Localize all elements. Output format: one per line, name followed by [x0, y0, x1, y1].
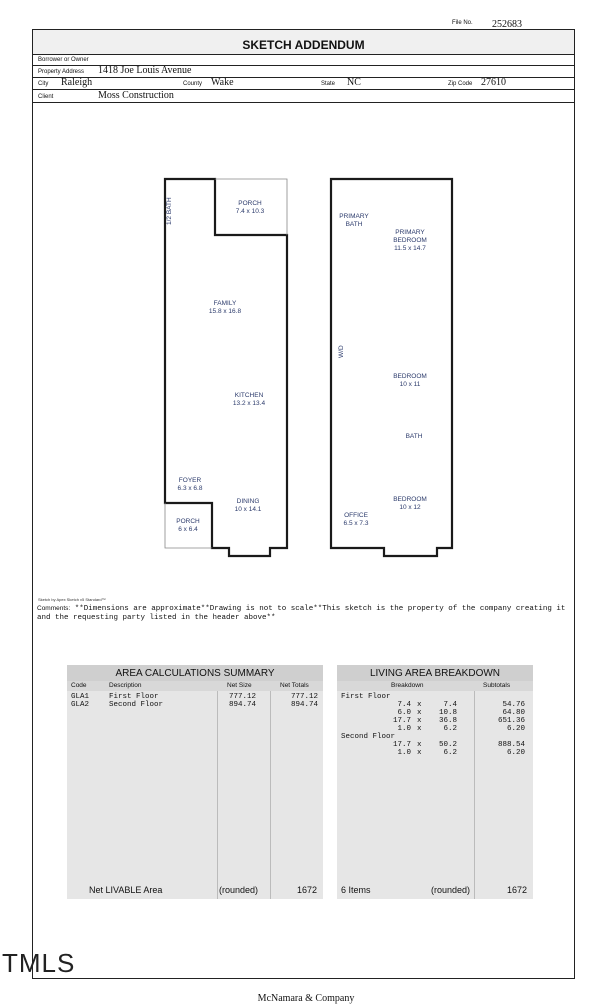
zip-label: Zip Code: [448, 81, 473, 87]
breakdown-cell: 10.8: [438, 709, 457, 717]
net-livable-value: 1672: [297, 885, 318, 895]
kitchen-name: KITCHEN: [234, 392, 264, 399]
comments-line1: **Dimensions are approximate**Drawing is not to scale**This sketch is the property of the company creating it: [74, 605, 566, 613]
porch-top-dim: 7.4 x 10.3: [235, 208, 265, 215]
city-label: City: [38, 81, 49, 87]
primary-bedroom-line1: PRIMARY: [395, 229, 425, 236]
sketch-credit: Sketch by Apex Sketch v5 Standard™: [38, 597, 106, 602]
net-livable-rounded: (rounded): [219, 885, 259, 895]
breakdown-cell: x: [417, 749, 422, 757]
primary-bedroom-room: [386, 229, 434, 253]
breakdown-cell: 6.2: [443, 725, 457, 733]
row-gla1-desc: First Floor: [109, 693, 159, 701]
porch-top-name: PORCH: [238, 200, 262, 207]
file-no-value: 252683: [492, 19, 522, 30]
porch-bottom-name: PORCH: [176, 518, 200, 525]
file-no-label: File No.: [452, 20, 473, 26]
bedroom2-room: [388, 496, 432, 512]
breakdown-cell: x: [417, 741, 422, 749]
living-breakdown-panel: [337, 665, 533, 899]
col-description: Description: [109, 682, 142, 689]
porch-top-room: [226, 200, 274, 216]
breakdown-cell: x: [417, 701, 422, 709]
city-value: Raleigh: [61, 77, 93, 88]
bedroom1-dim: 10 x 11: [399, 381, 421, 388]
comments-label: Comments:: [37, 605, 71, 612]
col-net-size: Net Size: [227, 682, 252, 689]
divider: [270, 691, 271, 899]
bedroom1-name: BEDROOM: [393, 373, 427, 380]
bedroom1-room: [388, 373, 432, 389]
area-summary-panel: [67, 665, 323, 899]
foyer-room: [168, 477, 212, 493]
breakdown-cell: 6.0: [397, 709, 411, 717]
breakdown-cell: x: [417, 717, 422, 725]
breakdown-cell: 36.8: [438, 717, 457, 725]
col-breakdown: Breakdown: [391, 682, 424, 689]
breakdown-cell: 7.4: [397, 701, 411, 709]
row-gla1-code: GLA1: [71, 693, 90, 701]
foyer-name: FOYER: [178, 477, 202, 484]
bath-label: BATH: [405, 433, 423, 440]
property-value: 1418 Joe Louis Avenue: [98, 65, 192, 76]
section-second-floor: Second Floor: [341, 733, 396, 741]
net-livable-label: Net LIVABLE Area: [89, 885, 163, 895]
office-room: [336, 512, 376, 528]
family-dim: 15.8 x 16.8: [208, 308, 242, 315]
area-summary-title: AREA CALCULATIONS SUMMARY: [115, 668, 275, 679]
county-value: Wake: [211, 77, 234, 88]
client-value: Moss Construction: [98, 90, 174, 101]
porch-bottom-room: [168, 518, 208, 534]
living-breakdown-title: LIVING AREA BREAKDOWN: [369, 668, 501, 679]
breakdown-subtotal: 64.80: [502, 709, 525, 717]
county-label: County: [183, 81, 203, 87]
primary-bath-line2: BATH: [345, 221, 363, 228]
tmls-logo: TMLS: [2, 948, 76, 978]
row-gla1-total: 777.12: [291, 693, 319, 701]
property-label: Property Address: [38, 69, 85, 75]
dining-dim: 10 x 14.1: [234, 506, 262, 513]
borrower-label: Borrower or Owner: [38, 57, 89, 63]
kitchen-dim: 13.2 x 13.4: [232, 400, 266, 407]
porch-bottom-dim: 6 x 6.4: [178, 526, 198, 533]
dining-name: DINING: [236, 498, 260, 505]
bedroom2-dim: 10 x 12: [399, 504, 421, 511]
page-title: SKETCH ADDENDUM: [242, 38, 365, 52]
breakdown-cell: 7.4: [443, 701, 457, 709]
breakdown-subtotal: 6.20: [506, 749, 525, 757]
bedroom2-name: BEDROOM: [393, 496, 427, 503]
office-name: OFFICE: [344, 512, 368, 519]
breakdown-cell: 50.2: [438, 741, 457, 749]
breakdown-subtotal: 651.36: [497, 717, 525, 725]
items-count: 6 Items: [341, 885, 371, 895]
col-net-totals: Net Totals: [280, 682, 309, 689]
foyer-dim: 6.3 x 6.8: [177, 485, 203, 492]
breakdown-cell: 6.2: [443, 749, 457, 757]
office-dim: 6.5 x 7.3: [343, 520, 369, 527]
row-gla2-desc: Second Floor: [109, 701, 164, 709]
col-code: Code: [71, 682, 87, 689]
state-label: State: [321, 81, 336, 87]
kitchen-room: [222, 392, 276, 408]
breakdown-cell: 17.7: [392, 717, 411, 725]
breakdown-cell: 17.7: [392, 741, 411, 749]
divider: [217, 691, 218, 899]
client-label: Client: [38, 94, 54, 100]
breakdown-subtotal: 54.76: [502, 701, 525, 709]
breakdown-subtotal: 888.54: [497, 741, 525, 749]
row-gla2-total: 894.74: [291, 701, 319, 709]
section-first-floor: First Floor: [341, 693, 391, 701]
primary-bath-room: [334, 213, 374, 229]
breakdown-subtotal: 6.20: [506, 725, 525, 733]
row-gla1-size: 777.12: [229, 693, 257, 701]
col-subtotals: Subtotals: [483, 682, 511, 689]
divider: [474, 691, 475, 899]
breakdown-total: 1672: [507, 885, 528, 895]
comments: [37, 605, 577, 613]
row-gla2-code: GLA2: [71, 701, 90, 709]
family-room: [195, 300, 255, 316]
primary-bedroom-dim: 11.5 x 14.7: [394, 245, 426, 252]
row-gla2-size: 894.74: [229, 701, 257, 709]
primary-bath-line1: PRIMARY: [339, 213, 369, 220]
breakdown-cell: x: [417, 709, 422, 717]
dining-room: [225, 498, 271, 514]
primary-bedroom-line2: BEDROOM: [393, 237, 427, 244]
comments-line2: and the requesting party listed in the header above**: [37, 614, 276, 622]
breakdown-cell: x: [417, 725, 422, 733]
half-bath-label: 1/2 BATH: [166, 197, 173, 225]
breakdown-cell: 1.0: [397, 725, 411, 733]
zip-value: 27610: [481, 77, 506, 88]
wd-label: W/D: [338, 345, 345, 358]
company-name: McNamara & Company: [257, 993, 355, 1004]
breakdown-cell: 1.0: [397, 749, 411, 757]
state-value: NC: [347, 77, 361, 88]
family-name: FAMILY: [213, 300, 237, 307]
breakdown-rounded: (rounded): [431, 885, 471, 895]
